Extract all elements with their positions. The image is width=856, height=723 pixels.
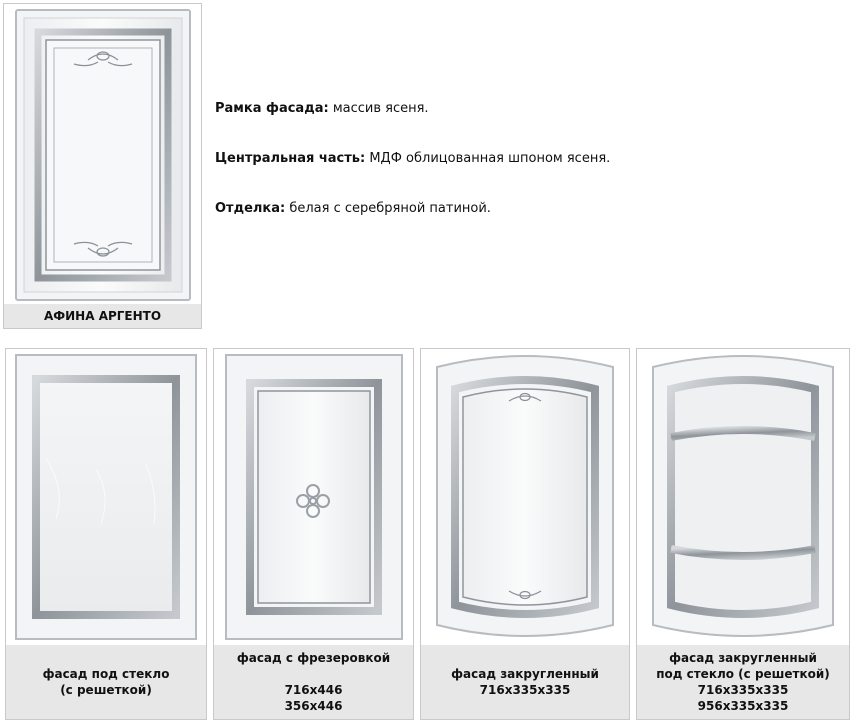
variant-image — [421, 349, 629, 645]
spec-finish — [215, 201, 491, 216]
caption-line: 716x335x335 — [479, 683, 571, 697]
variant-image — [6, 349, 206, 645]
spec-value: белая с серебряной патиной. — [289, 201, 491, 216]
variant-card-rounded-glass — [636, 348, 850, 720]
variant-image — [214, 349, 413, 645]
main-product-card — [3, 3, 202, 329]
variant-card-rounded — [420, 348, 630, 720]
caption-line: фасад под стекло — [42, 667, 170, 681]
spec-value: МДФ облицованная шпоном ясеня. — [369, 151, 611, 166]
spec-label: Отделка: — [215, 201, 286, 216]
caption-line: под стекло (с решеткой) — [656, 667, 830, 681]
spec-value: массив ясеня. — [332, 101, 429, 116]
spec-label: Центральная часть: — [215, 151, 366, 166]
variant-caption — [6, 645, 206, 719]
main-product-image — [4, 4, 201, 304]
caption-line: фасад закругленный — [669, 651, 817, 665]
caption-line: фасад закругленный — [451, 667, 599, 681]
variant-image — [637, 349, 849, 645]
caption-line: фасад с фрезеровкой — [236, 651, 391, 665]
variant-caption — [214, 645, 413, 719]
variant-card-glass-grid — [5, 348, 207, 720]
caption-line: (с решеткой) — [60, 683, 152, 697]
product-name: АФИНА АРГЕНТО — [43, 309, 162, 323]
spec-frame — [215, 101, 429, 116]
variant-caption — [421, 645, 629, 719]
spec-label: Рамка фасада: — [215, 101, 329, 116]
caption-line: 716x335x335 — [697, 683, 789, 697]
main-product-caption — [4, 304, 201, 328]
spec-center — [215, 151, 610, 166]
variant-card-milled — [213, 348, 414, 720]
size-line: 716x446 — [284, 683, 343, 697]
variant-caption — [637, 645, 849, 719]
size-line: 356x446 — [284, 699, 343, 713]
caption-line: 956x335x335 — [697, 699, 789, 713]
